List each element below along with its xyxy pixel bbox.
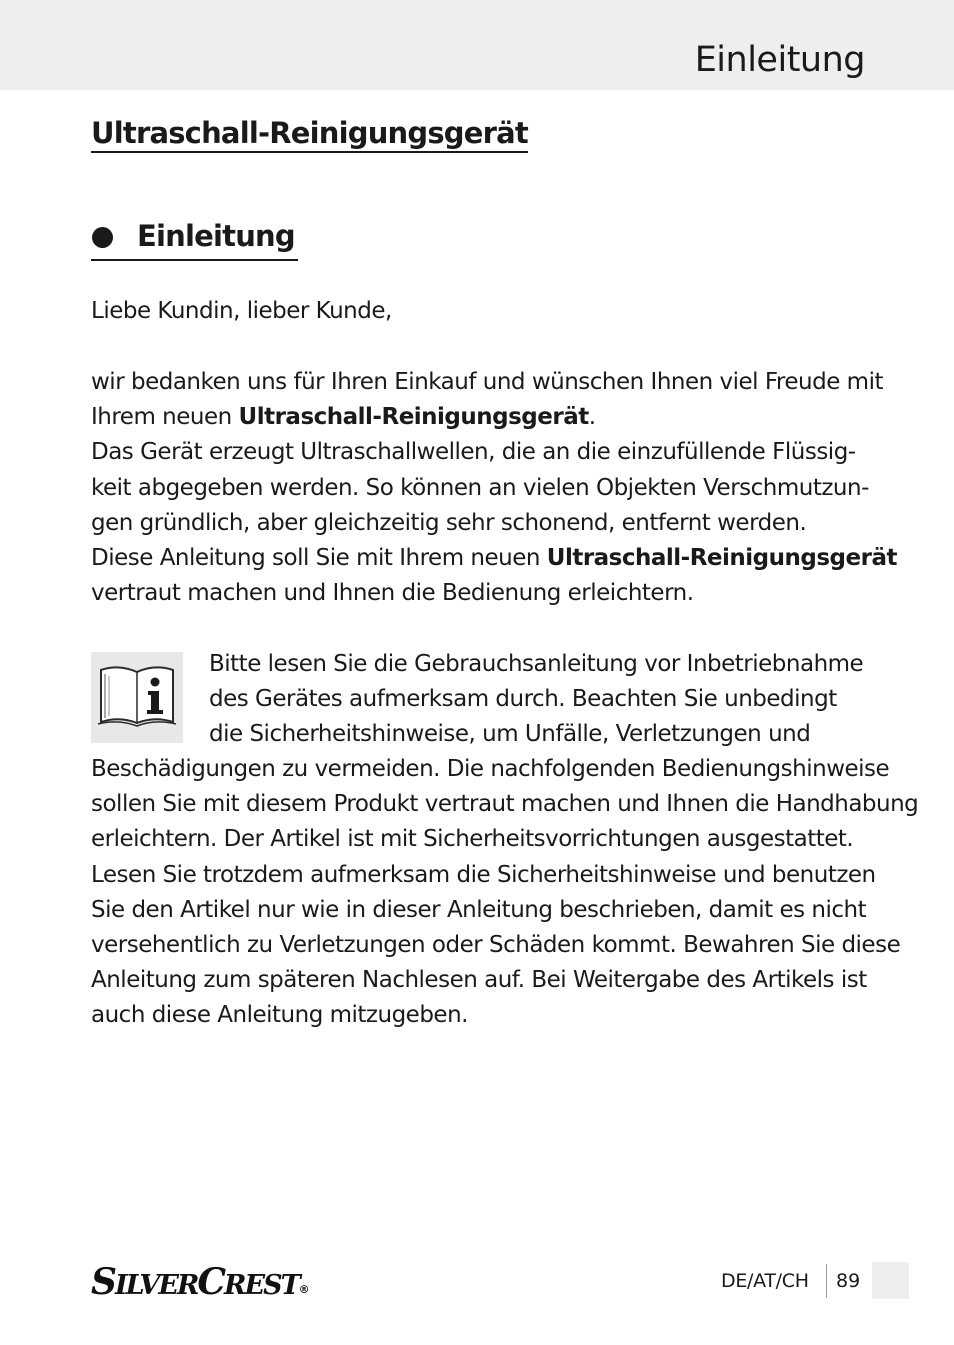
paragraph-safety	[91, 752, 919, 1034]
page-header-title: Einleitung	[694, 40, 865, 80]
footer-language: DE/AT/CH	[721, 1270, 809, 1292]
paragraph-safety-indented	[209, 647, 889, 753]
product-name: Ultraschall-Reinigungsgerät	[238, 404, 589, 431]
paragraph-line: des Gerätes aufmerksam durch. Beachten Sie unbedingt	[209, 686, 837, 713]
bullet-icon	[92, 227, 113, 248]
text-run: .	[588, 404, 596, 431]
footer-tab-box	[872, 1262, 909, 1299]
paragraph-line: Beschädigungen zu vermeiden. Die nachfolgenden Bedienungshinweise	[91, 756, 890, 782]
paragraph-line	[91, 541, 897, 576]
paragraph-line: gen gründlich, aber gleichzeitig sehr schonend, entfernt werden.	[91, 509, 807, 536]
paragraph-line	[91, 400, 881, 435]
section-heading	[91, 221, 298, 261]
document-title: Ultraschall-Reinigungsgerät	[91, 116, 528, 153]
paragraph-line: Anleitung zum späteren Nachlesen auf. Bei Weitergabe des Artikels ist	[91, 967, 867, 994]
paragraph-line: Bitte lesen Sie die Gebrauchsanleitung vor Inbetriebnahme	[209, 651, 864, 677]
salutation: Liebe Kundin, lieber Kunde,	[91, 298, 392, 324]
section-heading-label: Einleitung	[137, 219, 295, 253]
paragraph-intro	[91, 365, 897, 611]
book-info-icon	[91, 652, 183, 743]
paragraph-line: vertraut machen und Ihnen die Bedienung erleichtern.	[91, 580, 694, 607]
paragraph-line: wir bedanken uns für Ihren Einkauf und wünschen Ihnen viel Freude mit	[91, 369, 883, 395]
footer-divider	[826, 1264, 827, 1298]
paragraph-line: auch diese Anleitung mitzugeben.	[91, 1002, 468, 1029]
page-number: 89	[836, 1270, 861, 1292]
text-run: Ihrem neuen	[91, 404, 239, 431]
paragraph-line: Sie den Artikel nur wie in dieser Anleitung beschrieben, damit es nicht	[91, 896, 867, 923]
product-name: Ultraschall-Reinigungsgerät	[546, 545, 897, 572]
paragraph-line: die Sicherheitshinweise, um Unfälle, Verletzungen und	[209, 721, 811, 748]
paragraph-line: erleichtern. Der Artikel ist mit Sicherheitsvorrichtungen ausgestattet.	[91, 826, 854, 853]
paragraph-line: Das Gerät erzeugt Ultraschallwellen, die an die einzufüllende Flüssig-	[91, 439, 856, 466]
paragraph-line: Lesen Sie trotzdem aufmerksam die Sicherheitshinweise und benutzen	[91, 861, 876, 888]
text-run: Diese Anleitung soll Sie mit Ihrem neuen	[91, 545, 547, 572]
paragraph-line: sollen Sie mit diesem Produkt vertraut machen und Ihnen die Handhabung	[91, 791, 919, 818]
paragraph-line: versehentlich zu Verletzungen oder Schäden kommt. Bewahren Sie diese	[91, 932, 901, 959]
paragraph-line: keit abgegeben werden. So können an vielen Objekten Verschmutzun-	[91, 474, 869, 501]
brand-logo	[91, 1260, 310, 1304]
brand-logo-wordmark: SILVERCREST®	[91, 1261, 310, 1303]
